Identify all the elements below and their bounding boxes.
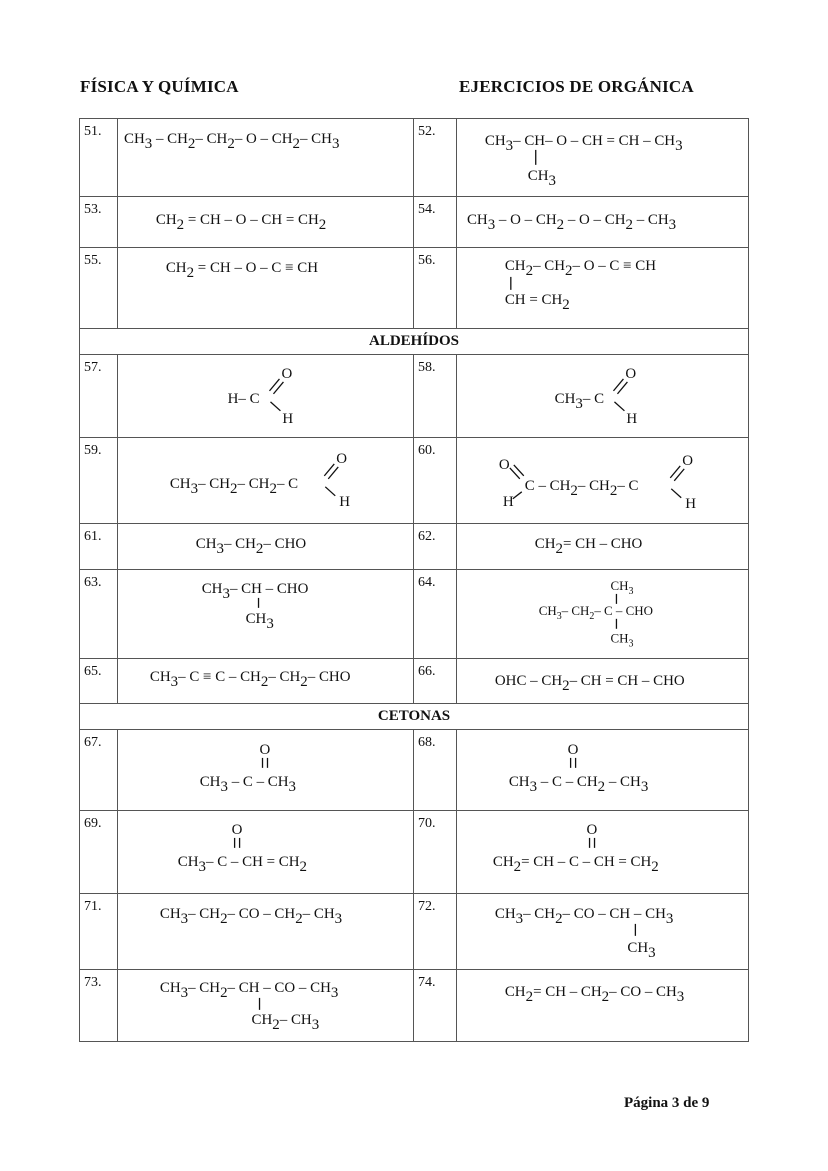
exercise-formula-58	[457, 355, 749, 438]
svg-text:CH3– C ≡ C – CH2– CH2– CHO: CH3– C ≡ C – CH2– CH2– CHO	[149, 669, 351, 691]
exercise-number: 60.	[414, 438, 457, 524]
exercise-formula-74	[457, 970, 749, 1042]
exercise-number: 51.	[80, 119, 118, 197]
page-number: Página 3 de 9	[624, 1095, 710, 1111]
exercise-formula-63	[118, 569, 414, 659]
exercise-formula-56	[457, 247, 749, 329]
exercise-formula-69	[118, 810, 414, 893]
exercise-formula-55	[118, 247, 414, 329]
exercise-formula-73	[118, 970, 414, 1042]
exercise-formula-67	[118, 730, 414, 811]
svg-text:O: O	[336, 450, 348, 467]
svg-text:O: O	[281, 366, 293, 383]
exercise-number: 70.	[414, 810, 457, 893]
section-title-aldehidos: ALDEHÍDOS	[80, 329, 749, 355]
exercise-formula-61	[118, 523, 414, 569]
exercise-number: 67.	[80, 730, 118, 811]
svg-text:CH3– C: CH3– C	[554, 391, 605, 413]
exercise-number: 53.	[80, 196, 118, 247]
svg-text:O: O	[498, 456, 510, 473]
svg-text:CH3 – C – CH3: CH3 – C – CH3	[199, 773, 297, 795]
exercise-number: 69.	[80, 810, 118, 893]
table-row	[80, 247, 749, 329]
exercise-number: 52.	[414, 119, 457, 197]
exercise-formula-54	[457, 196, 749, 247]
svg-text:O: O	[625, 366, 637, 383]
exercise-formula-66	[457, 659, 749, 704]
svg-text:CH2= CH – CH2– CO – CH3: CH2= CH – CH2– CO – CH3	[504, 984, 685, 1006]
svg-text:H: H	[685, 495, 697, 512]
svg-text:O: O	[586, 821, 598, 838]
page-header-right: EJERCICIOS DE ORGÁNICA	[459, 77, 694, 96]
exercise-number: 65.	[80, 659, 118, 704]
svg-text:O: O	[259, 741, 271, 758]
exercise-table	[79, 118, 749, 1042]
exercise-formula-62	[457, 523, 749, 569]
exercise-formula-60	[457, 438, 749, 524]
table-row	[80, 730, 749, 811]
svg-text:CH3 – CH2– CH2– O – CH2– CH3: CH3 – CH2– CH2– O – CH2– CH3	[123, 130, 340, 152]
exercise-number: 68.	[414, 730, 457, 811]
table-row	[80, 329, 749, 355]
table-row	[80, 970, 749, 1042]
table-row	[80, 196, 749, 247]
svg-text:H: H	[502, 493, 514, 510]
svg-text:CH3– CH – CHO: CH3– CH – CHO	[201, 580, 309, 602]
exercise-formula-59	[118, 438, 414, 524]
exercise-number: 54.	[414, 196, 457, 247]
svg-text:CH3 – O – CH2 – O – CH2 – CH3: CH3 – O – CH2 – O – CH2 – CH3	[466, 211, 677, 233]
exercise-formula-72	[457, 893, 749, 970]
svg-text:H: H	[626, 411, 638, 428]
svg-text:CH2 = CH – O – C ≡ CH: CH2 = CH – O – C ≡ CH	[165, 259, 319, 281]
exercise-number: 58.	[414, 355, 457, 438]
svg-text:CH2 = CH – O – CH = CH2: CH2 = CH – O – CH = CH2	[155, 211, 327, 233]
svg-text:CH = CH2: CH = CH2	[504, 291, 570, 313]
exercise-number: 56.	[414, 247, 457, 329]
svg-text:O: O	[567, 741, 579, 758]
svg-text:CH3– C – CH = CH2: CH3– C – CH = CH2	[177, 853, 308, 875]
table-row	[80, 659, 749, 704]
svg-text:CH3 – C – CH2 – CH3: CH3 – C – CH2 – CH3	[508, 773, 649, 795]
svg-text:CH3: $CH_3$	[610, 577, 634, 597]
exercise-number: 71.	[80, 893, 118, 970]
svg-text:CH2= CH – C – CH = CH2: CH2= CH – C – CH = CH2	[492, 853, 659, 875]
svg-text:CH3: CH3	[245, 610, 274, 632]
svg-text:H– C: H– C	[227, 391, 260, 408]
exercise-number: 55.	[80, 247, 118, 329]
svg-text:CH2– CH2– O – C ≡ CH: CH2– CH2– O – C ≡ CH	[504, 257, 657, 279]
table-row	[80, 355, 749, 438]
svg-text:CH3– CH2– C – CHO: $CH_3-$ $CH_2-$ C – CHO	[538, 602, 653, 622]
svg-text:CH3– CH2– CO – CH2– CH3: CH3– CH2– CO – CH2– CH3	[159, 905, 343, 927]
exercise-formula-53	[118, 196, 414, 247]
exercise-formula-68	[457, 730, 749, 811]
exercise-formula-52	[457, 119, 749, 197]
svg-text:CH3: CH3	[527, 167, 556, 189]
svg-text:OHC – CH2– CH = CH – CHO: OHC – CH2– CH = CH – CHO	[494, 673, 685, 695]
exercise-number: 63.	[80, 569, 118, 659]
exercise-formula-64	[457, 569, 749, 659]
svg-text:H: H	[339, 493, 351, 510]
table-row	[80, 569, 749, 659]
exercise-number: 62.	[414, 523, 457, 569]
svg-text:O: O	[231, 821, 243, 838]
exercise-number: 59.	[80, 438, 118, 524]
exercise-number: 57.	[80, 355, 118, 438]
exercise-formula-71	[118, 893, 414, 970]
svg-text:CH3– CH2– CH – CO – CH3: CH3– CH2– CH – CO – CH3	[159, 980, 339, 1002]
page-header-left: FÍSICA Y QUÍMICA	[80, 77, 239, 96]
exercise-number: 61.	[80, 523, 118, 569]
table-row	[80, 523, 749, 569]
exercise-formula-51	[118, 119, 414, 197]
table-row	[80, 119, 749, 197]
svg-text:CH3: $CH_3$	[610, 630, 634, 650]
exercise-number: 73.	[80, 970, 118, 1042]
table-row	[80, 438, 749, 524]
table-row	[80, 893, 749, 970]
svg-text:CH3– CH– O – CH = CH – CH3: CH3– CH– O – CH = CH – CH3	[484, 132, 683, 154]
svg-text:CH3– CH2– CH2– C: CH3– CH2– CH2– C	[169, 475, 299, 497]
exercise-formula-65	[118, 659, 414, 704]
exercise-formula-70	[457, 810, 749, 893]
exercise-number: 64.	[414, 569, 457, 659]
svg-text:CH3– CH2– CHO: CH3– CH2– CHO	[195, 535, 307, 557]
svg-text:H: H	[282, 411, 294, 428]
svg-text:CH3– CH2– CO – CH – CH3: CH3– CH2– CO – CH – CH3	[494, 905, 674, 927]
exercise-number: 72.	[414, 893, 457, 970]
svg-text:CH3: CH3	[627, 939, 656, 961]
svg-text:CH2= CH – CHO: CH2= CH – CHO	[534, 535, 643, 557]
exercise-number: 66.	[414, 659, 457, 704]
table-row	[80, 810, 749, 893]
table-row	[80, 704, 749, 730]
section-title-cetonas: CETONAS	[80, 704, 749, 730]
svg-text:CH2– CH3: CH2– CH3	[251, 1012, 320, 1034]
exercise-number: 74.	[414, 970, 457, 1042]
svg-text:C – CH2– CH2– C: C – CH2– CH2– C	[524, 477, 639, 499]
exercise-formula-57	[118, 355, 414, 438]
svg-text:O: O	[682, 452, 694, 469]
